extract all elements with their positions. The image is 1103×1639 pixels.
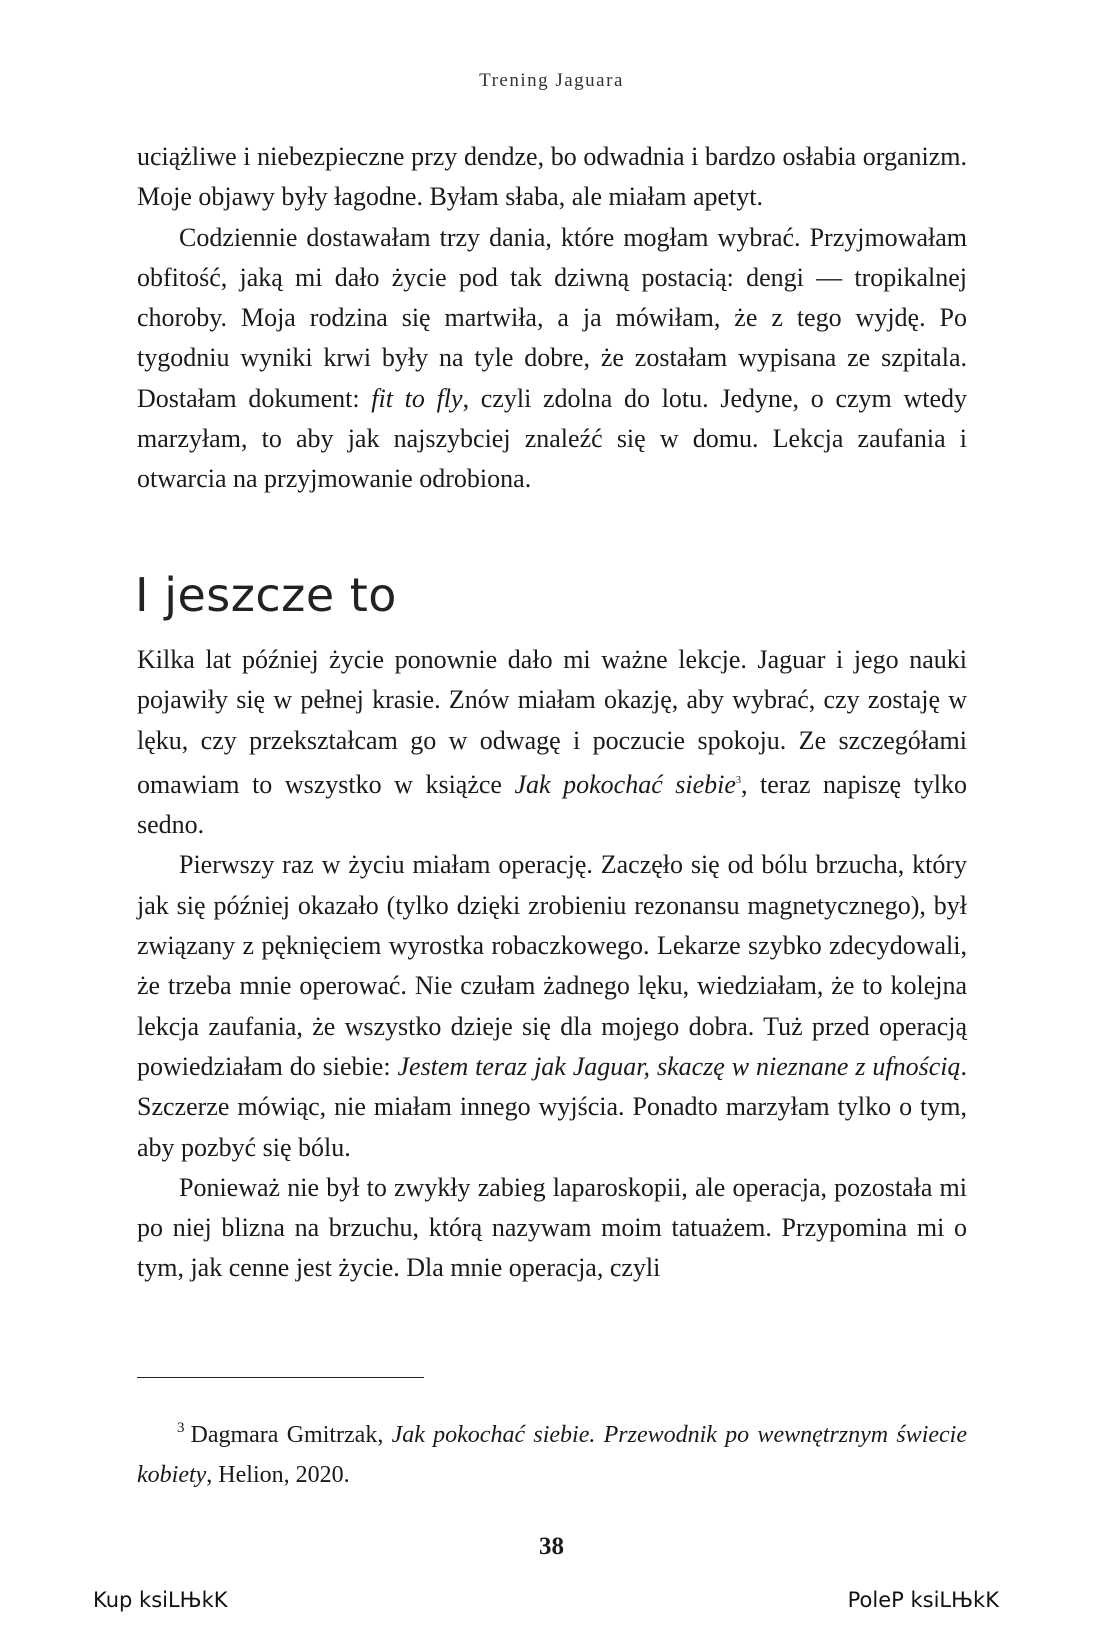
paragraph-text: Codziennie dostawałam trzy dania, które mogłam wybrać. Przyjmowałam obfitość, jaką mi dało życie pod tak dziwną postacią: dengi — tropikalnej choroby. Moja rodzina się martwiła, a ja mówiłam, że z tego wyjdę. Po tygodniu wyniki krwi były na tyle dobre, że zostałam wypisana ze szpitala. Dostałam dokument: — [137, 222, 967, 413]
footnote-author: Dagmara Gmitrzak, — [190, 1422, 392, 1448]
paragraph — [137, 1168, 967, 1289]
paragraph — [137, 218, 967, 500]
text-block-top — [137, 137, 967, 500]
paragraph-text: , czyli zdolna do lotu. Jedyne, o czym wtedy marzyłam, to aby jak najszybciej znaleźć się w domu. Lekcja zaufania i otwarcia na przyjmowanie odrobiona. — [137, 383, 967, 494]
section-heading: I jeszcze to — [135, 568, 397, 622]
page-number: 38 — [539, 1533, 564, 1560]
footnote — [137, 1408, 967, 1495]
footnote-reference[interactable]: 3 — [735, 774, 741, 786]
running-head: Trening Jaguara — [479, 70, 624, 91]
paragraph-text: . Szczerze mówiąc, nie miałam innego wyjścia. Ponadto marzyłam tylko o tym, aby pozbyć się bólu. — [137, 1051, 968, 1162]
book-title-text: Jak pokochać siebie — [514, 769, 736, 799]
footnote-title: Jak pokochać siebie. Przewodnik po wewnętrznym świecie kobiety — [137, 1422, 967, 1488]
footnote-publisher: , Helion, 2020. — [206, 1462, 350, 1488]
emphasis-text: fit to fly — [371, 383, 463, 413]
paragraph — [137, 640, 967, 845]
footnote-divider — [137, 1377, 424, 1378]
paragraph-text: uciążliwe i niebezpieczne przy dendze, bo odwadnia i bardzo osłabia organizm. Moje objawy były łagodne. Byłam słaba, ale miałam apetyt. — [137, 142, 967, 212]
paragraph-text: Kilka lat później życie ponownie dało mi ważne lekcje. Jaguar i jego nauki pojawiły się w pełnej krasie. Znów miałam okazję, aby wybrać, czy zostaję w lęku, czy przekształcam go w odwagę i poczucie spokoju. Ze szczegółami omawiam to wszystko w książce — [137, 645, 967, 799]
emphasis-text: Jestem teraz jak Jaguar, skaczę w nieznane z ufnością — [397, 1051, 961, 1081]
text-block-section — [137, 640, 967, 1289]
paragraph — [137, 845, 967, 1167]
paragraph-text: Pierwszy raz w życiu miałam operację. Zaczęło się od bólu brzucha, który jak się później okazało (tylko dzięki zrobieniu rezonansu magnetycznego), był związany z pęknięciem wyrostka robaczkowego. Lekarze szybko zdecydowali, że trzeba mnie operować. Nie czułam żadnego lęku, wiedziałam, że to kolejna lekcja zaufania, że wszystko dzieje się dla mojego dobra. Tuż przed operacją powiedziałam do siebie: — [137, 850, 967, 1081]
paragraph-text: , teraz napiszę tylko sedno. — [137, 769, 967, 840]
paragraph — [137, 137, 967, 218]
buy-book-link[interactable]: Kup ksiLЊkK — [93, 1588, 228, 1612]
paragraph-text: Ponieważ nie był to zwykły zabieg laparoskopii, ale operacja, pozostała mi po niej blizna na brzuchu, którą nazywam moim tatuażem. Przypomina mi o tym, jak cenne jest życie. Dla mnie operacja, czyli — [137, 1172, 967, 1283]
footnote-number: 3 — [177, 1420, 185, 1436]
recommend-book-link[interactable]: PoleP ksiLЊkK — [847, 1588, 999, 1612]
